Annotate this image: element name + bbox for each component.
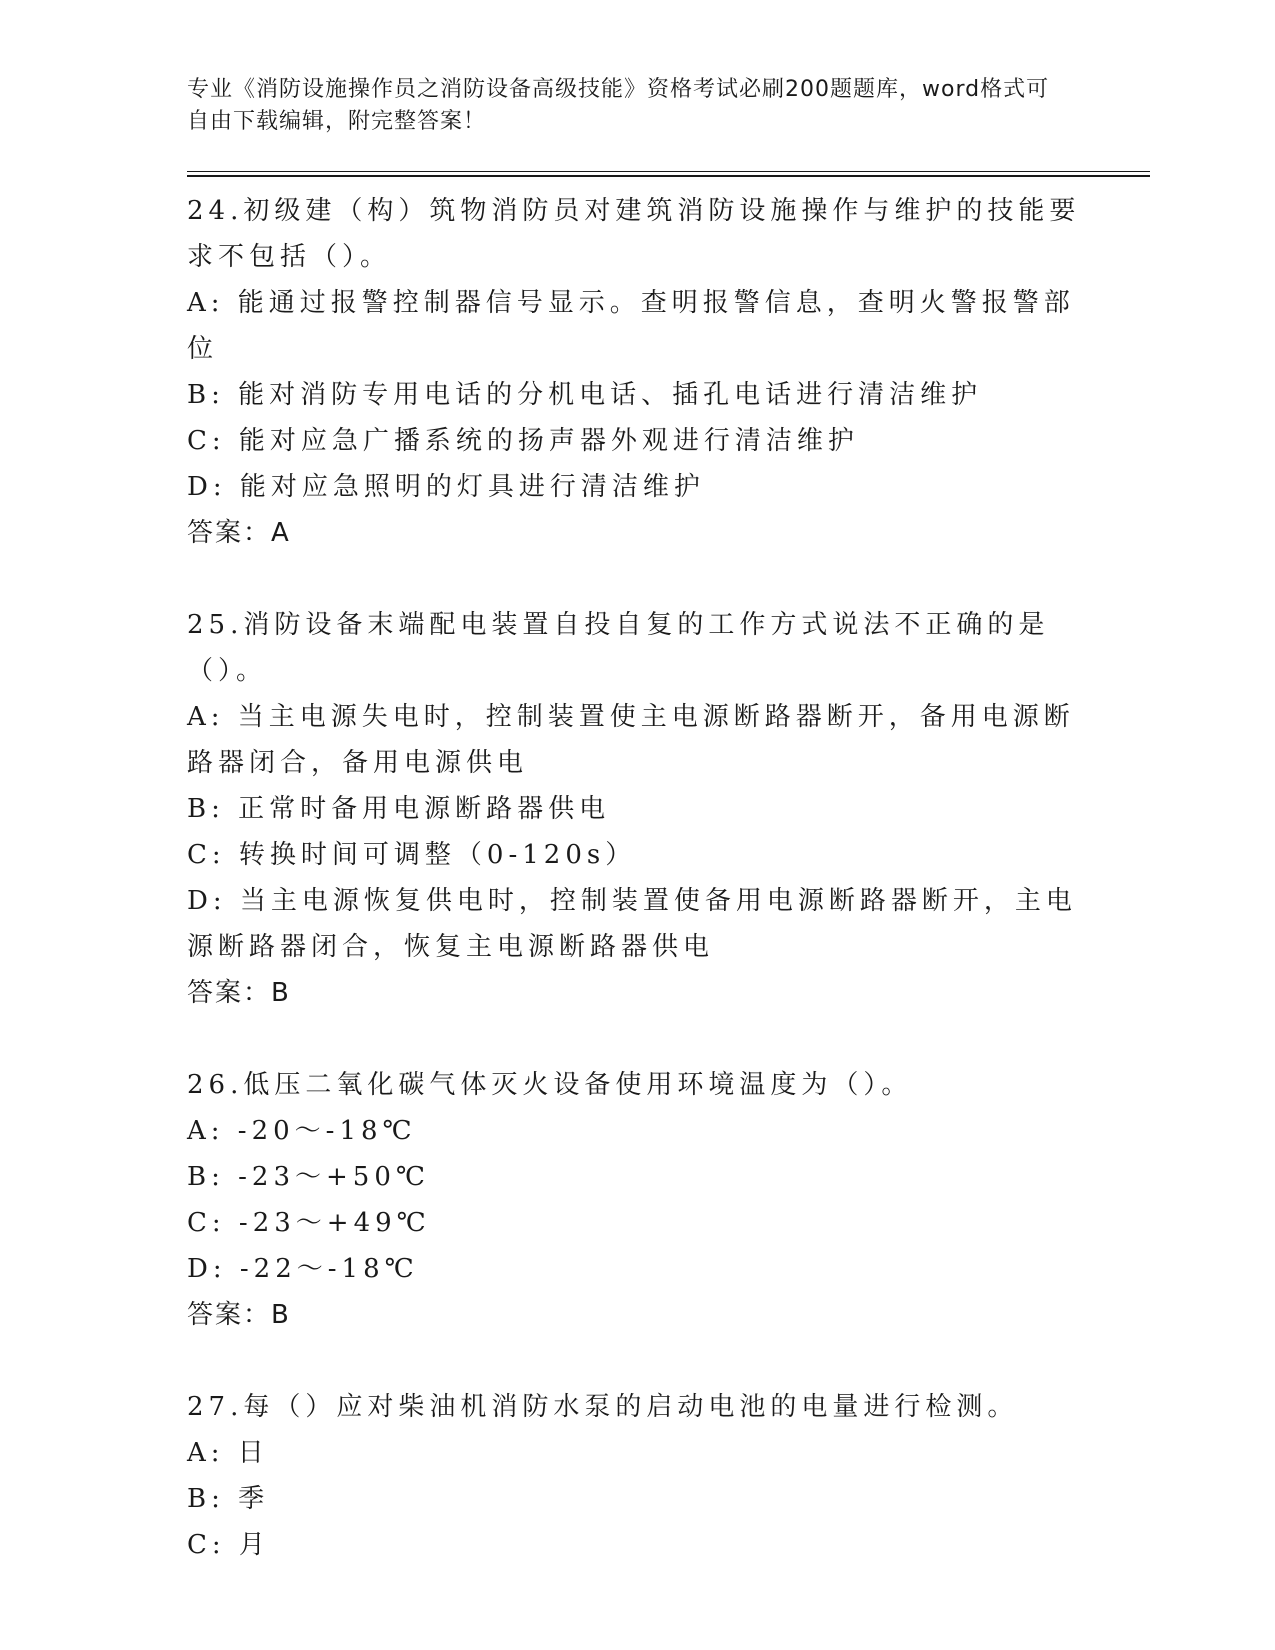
- option-b: B: 能对消防专用电话的分机电话、插孔电话进行清洁维护: [187, 380, 983, 410]
- question-stem: 25.消防设备末端配电装置自投自复的工作方式说法不正确的是（）。: [187, 610, 1050, 686]
- option-d: D: -22～-18℃: [187, 1254, 419, 1284]
- answer: 答案：B: [187, 978, 291, 1008]
- option-c: C: -23～+49℃: [187, 1208, 431, 1238]
- header-rule-thick: [187, 175, 1150, 177]
- option-d: D: 当主电源恢复供电时，控制装置使备用电源断路器断开，主电源断路器闭合，恢复主电源断路器供电: [187, 886, 1077, 962]
- question-27: [187, 1384, 1087, 1568]
- option-a: A: 当主电源失电时，控制装置使主电源断路器断开，备用电源断路器闭合，备用电源供电: [187, 702, 1075, 778]
- spacer: [187, 1338, 1087, 1384]
- header-rule-thin: [187, 171, 1150, 172]
- document-header: 专业《消防设施操作员之消防设备高级技能》资格考试必刷200题题库，word格式可自由下载编辑，附完整答案！: [187, 77, 1050, 134]
- option-d: D: 能对应急照明的灯具进行清洁维护: [187, 472, 705, 502]
- option-b: B: -23～+50℃: [187, 1162, 430, 1192]
- answer: 答案：A: [187, 518, 291, 548]
- question-stem: 26.低压二氧化碳气体灭火设备使用环境温度为（）。: [187, 1070, 913, 1100]
- option-c: C: 转换时间可调整（0-120s）: [187, 840, 637, 870]
- option-b: B: 正常时备用电源断路器供电: [187, 794, 611, 824]
- spacer: [187, 1016, 1087, 1062]
- option-a: A: 能通过报警控制器信号显示。查明报警信息，查明火警报警部位: [187, 288, 1075, 364]
- option-c: C: 月: [187, 1530, 270, 1560]
- answer: 答案：B: [187, 1300, 291, 1330]
- question-24: [187, 188, 1087, 556]
- option-a: A: -20～-18℃: [187, 1116, 417, 1146]
- option-a: A: 日: [187, 1438, 269, 1468]
- option-b: B: 季: [187, 1484, 270, 1514]
- question-stem: 27.每（）应对柴油机消防水泵的启动电池的电量进行检测。: [187, 1392, 1019, 1422]
- question-list: [187, 188, 1087, 1568]
- spacer: [187, 556, 1087, 602]
- option-c: C: 能对应急广播系统的扬声器外观进行清洁维护: [187, 426, 859, 456]
- question-stem: 24.初级建（构）筑物消防员对建筑消防设施操作与维护的技能要求不包括（）。: [187, 196, 1081, 272]
- question-26: [187, 1062, 1087, 1338]
- question-25: [187, 602, 1087, 1016]
